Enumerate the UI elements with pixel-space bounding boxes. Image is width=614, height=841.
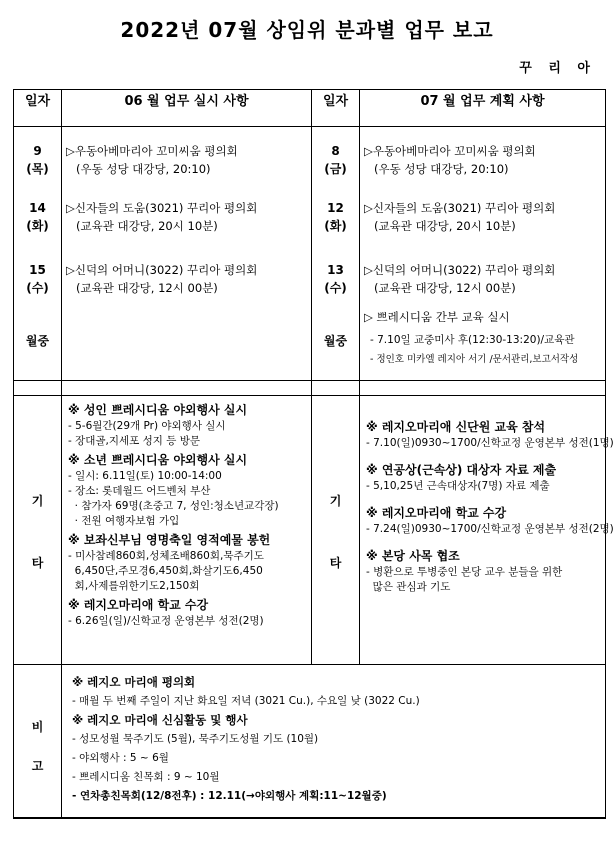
done-event-2: ▷신자들의 도움(3021) 꾸리아 평의회 <box>66 201 258 215</box>
plan-event-4: ▷ 쁘레시디움 간부 교육 실시 <box>364 310 510 324</box>
list-item: 6,450단,주모경6,450회,화살기도6,450 <box>68 565 263 577</box>
etc-row <box>14 396 606 665</box>
header-day-done: 일자 <box>14 90 62 127</box>
plan-event-1: ▷우동아베마리아 꼬미씨움 평의회 <box>364 144 536 158</box>
header-plan: 07 월 업무 계획 사항 <box>360 90 606 127</box>
section-title: ※ 성인 쁘레시디움 야외행사 실시 <box>68 403 248 417</box>
section-title: ※ 레지오마리애 신단원 교육 참석 <box>366 420 546 434</box>
remarks-cell <box>62 665 606 819</box>
plan-event-4-detail-2: - 정인호 미카엘 레지아 서기 /문서관리,보고서작성 <box>370 354 579 365</box>
done-weekday-1: (목) <box>26 162 49 176</box>
header-row <box>14 90 606 127</box>
page-title: 2022년 07월 상임위 분과별 업무 보고 <box>120 18 494 42</box>
schedule-row <box>14 127 606 381</box>
list-item: - 7.10(일)0930~1700/신학교정 운영본부 성전(1명) <box>366 437 614 449</box>
list-item: - 연차총친목회(12/8전후) : 12.11(→야외행사 계획:11~12월중) <box>72 790 387 802</box>
remarks-label-top: 비 <box>31 720 44 734</box>
plan-event-4-detail: - 7.10일 교중미사 후(12:30-13:20)/교육관 <box>370 334 575 346</box>
done-event-1: ▷우동아베마리아 꼬미씨움 평의회 <box>66 144 238 158</box>
etc-label-done <box>14 396 62 665</box>
plan-event-1-place: (우동 성당 대강당, 20:10) <box>374 162 509 176</box>
spacer-row <box>14 381 606 396</box>
list-item: - 성모성월 묵주기도 (5월), 묵주기도성월 기도 (10월) <box>72 733 319 745</box>
remarks-label-bottom: 고 <box>31 759 44 773</box>
remarks-list <box>62 665 605 806</box>
list-item: - 미사참례860회,성체조배860회,묵주기도 <box>68 550 264 562</box>
section-title: ※ 레지오마리애 학교 수강 <box>366 506 507 520</box>
plan-event-3: ▷신덕의 어머니(3022) 꾸리아 평의회 <box>364 263 556 277</box>
list-item: - 장소: 롯데월드 어드벤처 부산 <box>68 485 211 497</box>
done-date-3: 15 <box>29 263 46 277</box>
plan-weekday-3: (수) <box>324 281 347 295</box>
etc-plan-cell <box>360 396 614 665</box>
etc-plan-list <box>360 396 614 595</box>
plan-dates-cell <box>312 127 360 381</box>
organization-name: 꾸 리 아 <box>519 61 596 76</box>
etc-label-bottom: 타 <box>31 556 44 570</box>
plan-date-2: 12 <box>327 201 344 215</box>
etc-done-list <box>62 396 311 629</box>
list-item: · 전원 여행자보험 가입 <box>68 515 180 527</box>
header-day-plan: 일자 <box>312 90 360 127</box>
list-item: - 매월 두 번째 주일이 지난 화요일 저녁 (3021 Cu.), 수요일 낮 (3022 Cu.) <box>72 695 420 707</box>
done-dates-cell <box>14 127 62 381</box>
list-item: - 6.26일(일)/신학교정 운영본부 성전(2명) <box>68 615 264 627</box>
list-item: - 5-6월간(29개 Pr) 야외행사 실시 <box>68 420 226 432</box>
plan-date-1: 8 <box>331 144 340 158</box>
section-title: ※ 본당 사목 협조 <box>366 549 460 563</box>
plan-event-2-place: (교육관 대강당, 20시 10분) <box>374 219 516 233</box>
done-weekday-3: (수) <box>26 281 49 295</box>
done-weekday-2: (화) <box>26 219 49 233</box>
done-event-2-place: (교육관 대강당, 20시 10분) <box>76 219 218 233</box>
etc-label-plan <box>312 396 360 665</box>
etc-label-bottom-2: 타 <box>329 556 342 570</box>
plan-event-3-place: (교육관 대강당, 12시 00분) <box>374 281 516 295</box>
remarks-row <box>14 665 606 819</box>
section-title: ※ 소년 쁘레시디움 야외행사 실시 <box>68 453 248 467</box>
remarks-label <box>14 665 62 819</box>
done-event-1-place: (우동 성당 대강당, 20:10) <box>76 162 211 176</box>
plan-weekday-2: (화) <box>324 219 347 233</box>
list-item: 회,사제를위한기도2,150회 <box>68 580 200 592</box>
etc-label-top: 기 <box>31 494 44 508</box>
header-done: 06 월 업무 실시 사항 <box>62 90 312 127</box>
section-title: ※ 레지오 마리애 평의회 <box>72 675 196 689</box>
done-date-2: 14 <box>29 201 46 215</box>
section-title: ※ 연공상(근속상) 대상자 자료 제출 <box>366 463 557 477</box>
plan-date-3: 13 <box>327 263 344 277</box>
section-title: ※ 보좌신부님 영명축일 영적예물 봉헌 <box>68 533 271 547</box>
list-item: · 참가자 69명(초중고 7, 성인:청소년교각장) <box>68 500 279 512</box>
plan-schedule-cell <box>360 127 606 381</box>
report-table <box>13 89 614 819</box>
done-date-4: 월중 <box>25 334 50 348</box>
plan-date-4: 월중 <box>323 334 348 348</box>
list-item: - 쁘레시디움 친목회 : 9 ~ 10월 <box>72 771 220 783</box>
section-title: ※ 레지오 마리애 신심활동 및 행사 <box>72 713 248 727</box>
section-title: ※ 레지오마리애 학교 수강 <box>68 598 209 612</box>
list-item: - 5,10,25년 근속대상자(7명) 자료 제출 <box>366 480 550 492</box>
plan-weekday-1: (금) <box>324 162 347 176</box>
done-date-1: 9 <box>33 144 42 158</box>
list-item: - 장대골,지세포 성지 등 방문 <box>68 435 201 447</box>
list-item: - 7.24(일)0930~1700/신학교정 운영본부 성전(2명) <box>366 523 614 535</box>
etc-label-top-2: 기 <box>329 494 342 508</box>
list-item: - 야외행사 : 5 ~ 6월 <box>72 752 169 764</box>
list-item: - 일시: 6.11일(토) 10:00-14:00 <box>68 470 222 482</box>
done-event-3-place: (교육관 대강당, 12시 00분) <box>76 281 218 295</box>
list-item: 많은 관심과 기도 <box>366 581 451 593</box>
done-schedule-cell <box>62 127 312 381</box>
etc-done-cell <box>62 396 312 665</box>
list-item: - 병환으로 투병중인 본당 교우 분들을 위한 <box>366 566 563 578</box>
done-event-3: ▷신덕의 어머니(3022) 꾸리아 평의회 <box>66 263 258 277</box>
plan-event-2: ▷신자들의 도움(3021) 꾸리아 평의회 <box>364 201 556 215</box>
